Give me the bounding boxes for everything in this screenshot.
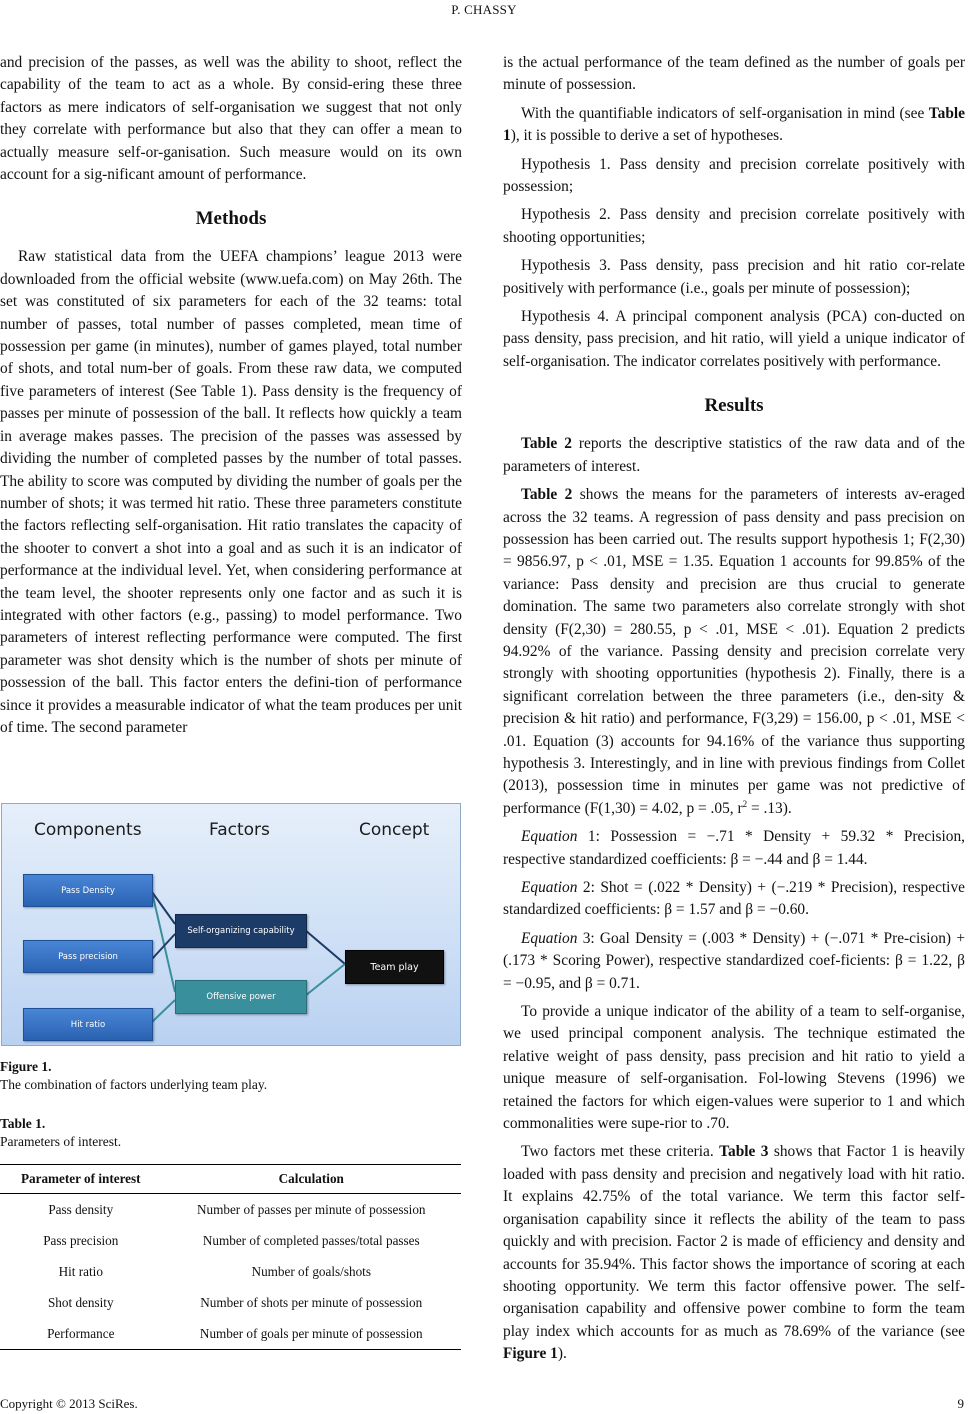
cell-calculation: Number of goals/shots (251, 1263, 371, 1279)
figure-header-components: Components (34, 820, 142, 840)
table-row (0, 1256, 461, 1287)
text-run: ), it is possible to derive a set of hypotheses. (510, 127, 783, 145)
text-run: shows that Factor 1 is heavily loaded with pass density and precision and negatively load with hit ratio. It explains 42.75% of the total variance. We term this factor self-organisation capability since it reflects the ability of the team to pass quickly and with precision. Factor 2 is made of efficiency and density and accounts for 35.94%. This factor shows the importance of scoring at each shooting opportunity. We term this factor offensive power. The self-organisation capability and offensive power combine to form the team play index which accounts for as much as 78.69% of the variance (see (503, 1143, 965, 1340)
hypothesis-3: Hypothesis 3. Pass density, pass precision and hit ratio cor-relate positively with performance (i.e., goals per minute of possession); (503, 257, 965, 297)
figure-header-concept: Concept (359, 820, 430, 840)
figure-1-reference: Figure 1 (503, 1345, 558, 1363)
running-head: P. CHASSY (451, 2, 517, 17)
concept-team-play: Team play (345, 950, 444, 984)
cell-parameter: Pass density (48, 1201, 114, 1217)
right-column (503, 52, 965, 1372)
text-run: 1: Possession = −.71 * Density + 59.32 * Precision, respective standardized coefficients: β = −.44 and β = 1.44. (503, 828, 965, 868)
cell-calculation: Number of passes per minute of possession (196, 1201, 426, 1217)
footer-copyright: Copyright © 2013 SciRes. (0, 1396, 138, 1411)
equation-label: Equation (521, 929, 578, 947)
connector-self-org-team-play (305, 930, 345, 964)
cell-parameter: Pass precision (43, 1232, 119, 1248)
hypothesis-2: Hypothesis 2. Pass density and precision correlate positively with shooting opportunities; (503, 206, 965, 246)
cell-parameter: Hit ratio (58, 1263, 103, 1279)
intro-paragraph: and precision of the passes, as well was the ability to shoot, reflect the capability of the team to act as a whole. By consid-ering these three factors as mere indicators of self-organisation we suggest that not only they correlate with performance but also that they can offer a mean to actually measure self-or-ganisation. Such measure would on its own account for a sig-nificant amount of performance. (0, 54, 462, 184)
table-1-title: Parameters of interest. (0, 1134, 122, 1149)
table-1 (0, 1164, 461, 1350)
column-header-calculation: Calculation (162, 1165, 461, 1194)
table-header-row (0, 1165, 461, 1194)
figure-1-caption (0, 1058, 267, 1094)
figure-1-label: Figure 1. (0, 1059, 52, 1074)
results-heading: Results (704, 395, 764, 417)
factors-paragraph (503, 1141, 965, 1365)
methods-heading: Methods (195, 208, 267, 230)
column-header-parameter: Parameter of interest (0, 1165, 162, 1194)
equation-label: Equation (521, 828, 578, 846)
factor-self-organizing-capability: Self-organizing capability (175, 914, 307, 948)
figure-1-caption-text: The combination of factors underlying team play. (0, 1077, 268, 1092)
connector-hit-ratio-offensive (152, 1000, 175, 1022)
results-paragraph-2 (503, 484, 965, 820)
cell-calculation: Number of shots per minute of possession (200, 1294, 423, 1310)
left-column (0, 52, 462, 745)
equation-2 (503, 877, 965, 922)
footer-page-number: 9 (957, 1396, 964, 1411)
table-1-reference: Table 1 (503, 104, 965, 145)
figure-1-diagram (1, 803, 461, 1046)
table-row (0, 1318, 461, 1350)
cell-calculation: Number of goals per minute of possession (162, 1318, 461, 1350)
hypothesis-4: Hypothesis 4. A principal component analysis (PCA) con-ducted on pass density, pass precision, and hit ratio, will yield a unique indicator of self-organisation. The indicator correlates positively with performance. (503, 308, 965, 370)
equation-3 (503, 928, 965, 995)
text-run: ). (557, 1345, 567, 1363)
cell-calculation: Number of completed passes/total passes (202, 1232, 420, 1248)
equation-label: Equation (521, 879, 578, 896)
table-row (0, 1194, 461, 1226)
component-pass-precision: Pass precision (23, 940, 153, 973)
component-pass-density: Pass Density (23, 874, 153, 907)
cell-parameter: Shot density (47, 1294, 114, 1310)
equation-1 (503, 826, 965, 871)
table-2-reference: Table 2 (521, 435, 572, 453)
text-run: reports the descriptive statistics of the raw data and of the parameters of interest. (503, 435, 965, 475)
table-row (0, 1287, 461, 1318)
table-1-label: Table 1. (0, 1116, 46, 1131)
table-2-reference: Table 2 (521, 486, 573, 504)
performance-definition-paragraph: is the actual performance of the team defined as the number of goals per minute of possession. (503, 54, 965, 94)
factor-offensive-power: Offensive power (175, 980, 307, 1014)
connector-offensive-team-play (305, 964, 345, 996)
text-run: shows the means for the parameters of interests av-eraged across the 32 teams. A regression of pass density and pass precision on possession has been carried out. The results support hypothesis 1; F(2,30) = 9856.97, p < .01, MSE = 1.35. Equation 1 accounts for 99.85% of the variance: Pass density and precision are thus crucial to generate domination. The same two parameters also correlate strongly with shot density (F(2,30) = 280.55, p < .01, MSE < .01). Equation 2 predicts 94.92% of the variance. Passing density and precision correlate very strongly with shooting opportunities (hypothesis 2). Finally, there is a significant correlation between the three parameters (i.e., den-sity & precision & hit ratio) and performance, F(3,29) = 156.00, p < .01, MSE < .01. Equation (3) accounts for 94.16% of the variance thus supporting hypothesis 3. Interestingly, and in line with previous findings from Collet (2013), possession time in minutes per game was not predictive of performance (F(1,30) = 4.02, p = .05, r (503, 486, 965, 817)
hypothesis-1: Hypothesis 1. Pass density and precision correlate positively with possession; (503, 155, 965, 196)
text-run: Two factors met these criteria. (521, 1143, 720, 1161)
cell-parameter: Performance (0, 1318, 162, 1350)
hypotheses-intro-paragraph (503, 103, 965, 148)
component-hit-ratio: Hit ratio (23, 1008, 153, 1041)
text-run: 3: Goal Density = (.003 * Density) + (−.071 * Pre-cision) + (.173 * Scoring Power), respective standardized coef-ficients: β = 1.22, β = −0.95, and β = 0.71. (503, 929, 965, 992)
text-run: 2: Shot = (.022 * Density) + (−.219 * Precision), respective standardized coefficients: β = 1.57 and β = −0.60. (503, 879, 965, 919)
figure-header-factors: Factors (209, 820, 270, 840)
superscript: 2 (742, 798, 748, 809)
methods-paragraph: Raw statistical data from the UEFA champions’ league 2013 were downloaded from the official website (www.uefa.com) on May 26th. The set was constituted of six parameters for each of the 32 teams: total number of passes, total number of passes completed, mean time of possession per game (in minutes), number of games played, total number of shots, and total num-ber of goals. From these raw data, we computed five parameters of interest (See Table 1). Pass density is the frequency of passes per minute of possession of the ball. It reflects how quickly a team in average makes passes. The precision of the passes was assessed by dividing the number of completed passes by the number of total passes. The ability to score was computed by dividing the number of goals per the number of shots; it was termed hit ratio. These three parameters constitute the factors reflecting self-organisation. Hit ratio translates the capacity of the shooter to convert a shot into a goal and as such it is an indicator of performance at the individual level. Yet, when considering performance at the team level, the shooter represents only one factor and as such it is integrated with other factors (e.g., passing) to model performance. Two parameters of interest reflecting performance were computed. The first parameter was shot density which is the number of shots per minute of possession of the ball. This factor enters the defini-tion of performance since it provides a measurable indicator of what the team produces per unit of time. The second parameter (0, 248, 462, 736)
table-row (0, 1225, 461, 1256)
table-1-caption (0, 1115, 121, 1151)
table-3-reference: Table 3 (719, 1143, 769, 1161)
results-paragraph-1 (503, 433, 965, 478)
pca-paragraph: To provide a unique indicator of the ability of a team to self-organise, we used principal component analysis. The technique estimated the relative weight of pass density, pass precision and hit ratio to yield a unique measure of self-organisation. Fol-lowing Stevens (1996) we retained the factors for which eigen-values were superior to 1 and which commonalities were supe-rior to .70. (503, 1003, 965, 1133)
text-run: = .13). (747, 799, 792, 817)
text-run: With the quantifiable indicators of self-organisation in mind (see (521, 104, 929, 122)
